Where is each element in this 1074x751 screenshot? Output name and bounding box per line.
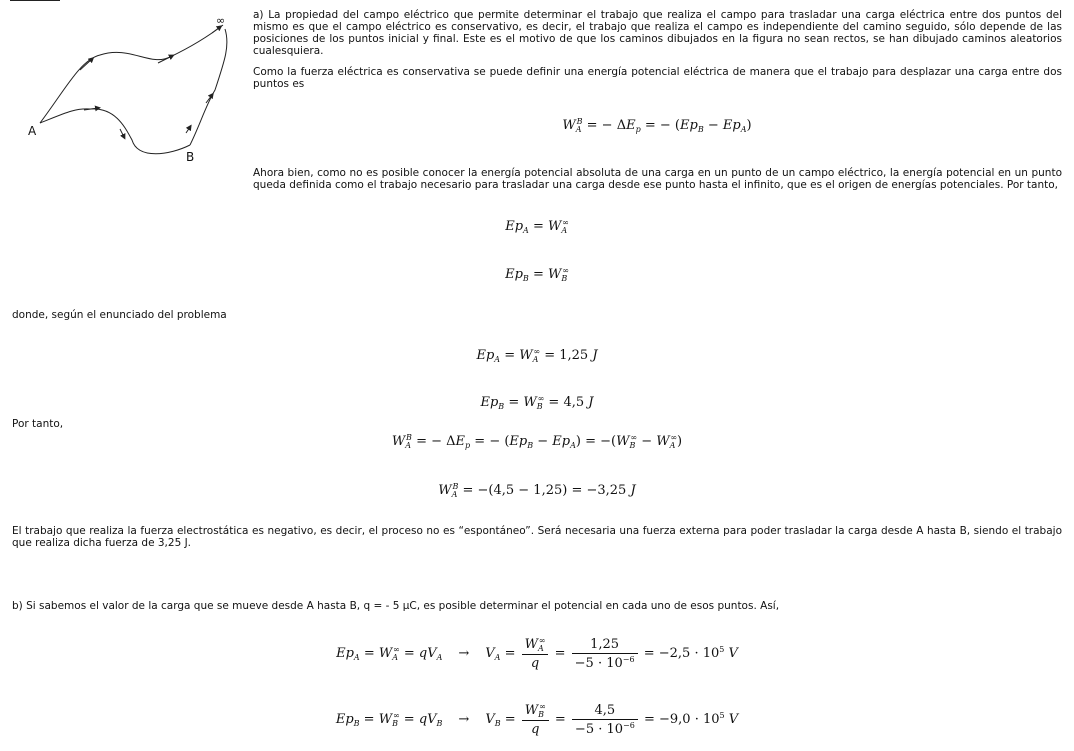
- part-a-donde: donde, según el enunciado del problema: [12, 309, 227, 321]
- eq-work-definition: $W_A^B$ = − $\Delta E_p$ = − $(Ep_B - Ep_A)$: [562, 117, 752, 134]
- eq-epa-value: $Ep_A = W_A^\infty = 1,25$ J: [476, 347, 598, 364]
- vb-denominator-exp: −6: [623, 720, 635, 730]
- unit-j-3: J: [630, 483, 636, 498]
- eq-va: $Ep_A = W_A^\infty = qV_A \to V_A$ = $\frac{W_A^\infty}{q}$ = $\frac{1,25}{-5 \cdot 10^{-6}}$ = $-2,5 \cdot 10^5$ V: [336, 636, 738, 671]
- eq-epb-definition: $Ep_B = W_B^\infty$: [505, 266, 569, 283]
- unit-v-1: V: [728, 646, 738, 661]
- paths-figure: [20, 15, 245, 170]
- va-numerator: 1,25: [572, 637, 638, 654]
- eq-vb: $Ep_B = W_B^\infty = qV_B \to V_B$ = $\frac{W_B^\infty}{q}$ = $\frac{4,5}{-5 \cdot 10^{-6}}$ = $-9,0 \cdot 10^5$ V: [335, 702, 739, 737]
- vb-result: −9,0 · 10: [659, 712, 720, 727]
- epa-value: 1,25: [559, 348, 589, 363]
- vb-denominator: −5 · 10: [574, 721, 624, 737]
- va-denominator: −5 · 10: [574, 655, 623, 671]
- part-b-intro: b) Si sabemos el valor de la carga que se mueve desde A hasta B, q = - 5 µC, es posible determinar el potencial en cada uno de esos puntos. Así,: [12, 600, 780, 612]
- eq-epb-value: $Ep_B = W_B^\infty = 4,5$ J: [480, 394, 594, 411]
- epb-value: 4,5: [563, 395, 585, 410]
- eq-work-expansion: $W_A^B$ = − $\Delta E_p$ = − $(Ep_B - Ep_A) = -(W_B^\infty - W_A^\infty)$: [391, 433, 683, 450]
- label-b: B: [186, 150, 195, 164]
- eq-epa-definition: $Ep_A = W_A^\infty$: [505, 218, 569, 235]
- vb-result-exp: 5: [719, 711, 725, 720]
- work-result-value: (4,5 − 1,25) = −3,25: [488, 483, 627, 498]
- eq-work-result: $W_A^B = -(4,5 - 1,25) = -3,25$ J: [438, 482, 636, 499]
- part-a-potential-energy: Ahora bien, como no es posible conocer la energía potencial absoluta de una carga en un punto de un campo eléctrico, la energía potencial en un punto queda definida como el trabajo necesario para trasladar una carga desde ese punto hasta el infinito, que es el origen de energías potenciales. Por tanto,: [253, 167, 1062, 191]
- unit-j-2: J: [588, 395, 594, 410]
- part-a-conservative: Como la fuerza eléctrica es conservativa se puede definir una energía potencial eléctrica de manera que el trabajo para desplazar una carga entre dos puntos es: [253, 66, 1062, 90]
- vb-numerator: 4,5: [572, 703, 638, 720]
- path-a-to-infinity: [40, 25, 223, 123]
- label-infinity: ∞: [216, 14, 226, 27]
- part-a-por-tanto: Por tanto,: [12, 418, 64, 430]
- arrow-1: [80, 59, 92, 70]
- part-a-intro: a) La propiedad del campo eléctrico que permite determinar el trabajo que realiza el campo para trasladar una carga eléctrica entre dos puntos del mismo es que el campo eléctrico es conservativo, es decir, el trabajo que realiza el campo es independiente del camino seguido, sólo depende de las posiciones de los puntos inicial y final. Este es el motivo de que los caminos dibujados en la figura no sean rectos, se han dibujado caminos aleatorios cualesquiera.: [253, 9, 1062, 57]
- arrow-3: [212, 27, 220, 33]
- va-denominator-exp: −6: [622, 654, 635, 664]
- top-rule: [10, 0, 60, 1]
- unit-v-2: V: [728, 712, 739, 727]
- label-a: A: [28, 124, 37, 138]
- va-result: −2,5 · 10: [658, 646, 720, 661]
- va-result-exp: 5: [719, 645, 725, 654]
- unit-j-1: J: [592, 348, 598, 363]
- part-a-conclusion: El trabajo que realiza la fuerza electrostática es negativo, es decir, el proceso no es “espontáneo”. Será necesaria una fuerza externa para poder trasladar la carga desde A hasta B, siendo el trabajo que realiza dicha fuerza de 3,25 J.: [12, 525, 1062, 549]
